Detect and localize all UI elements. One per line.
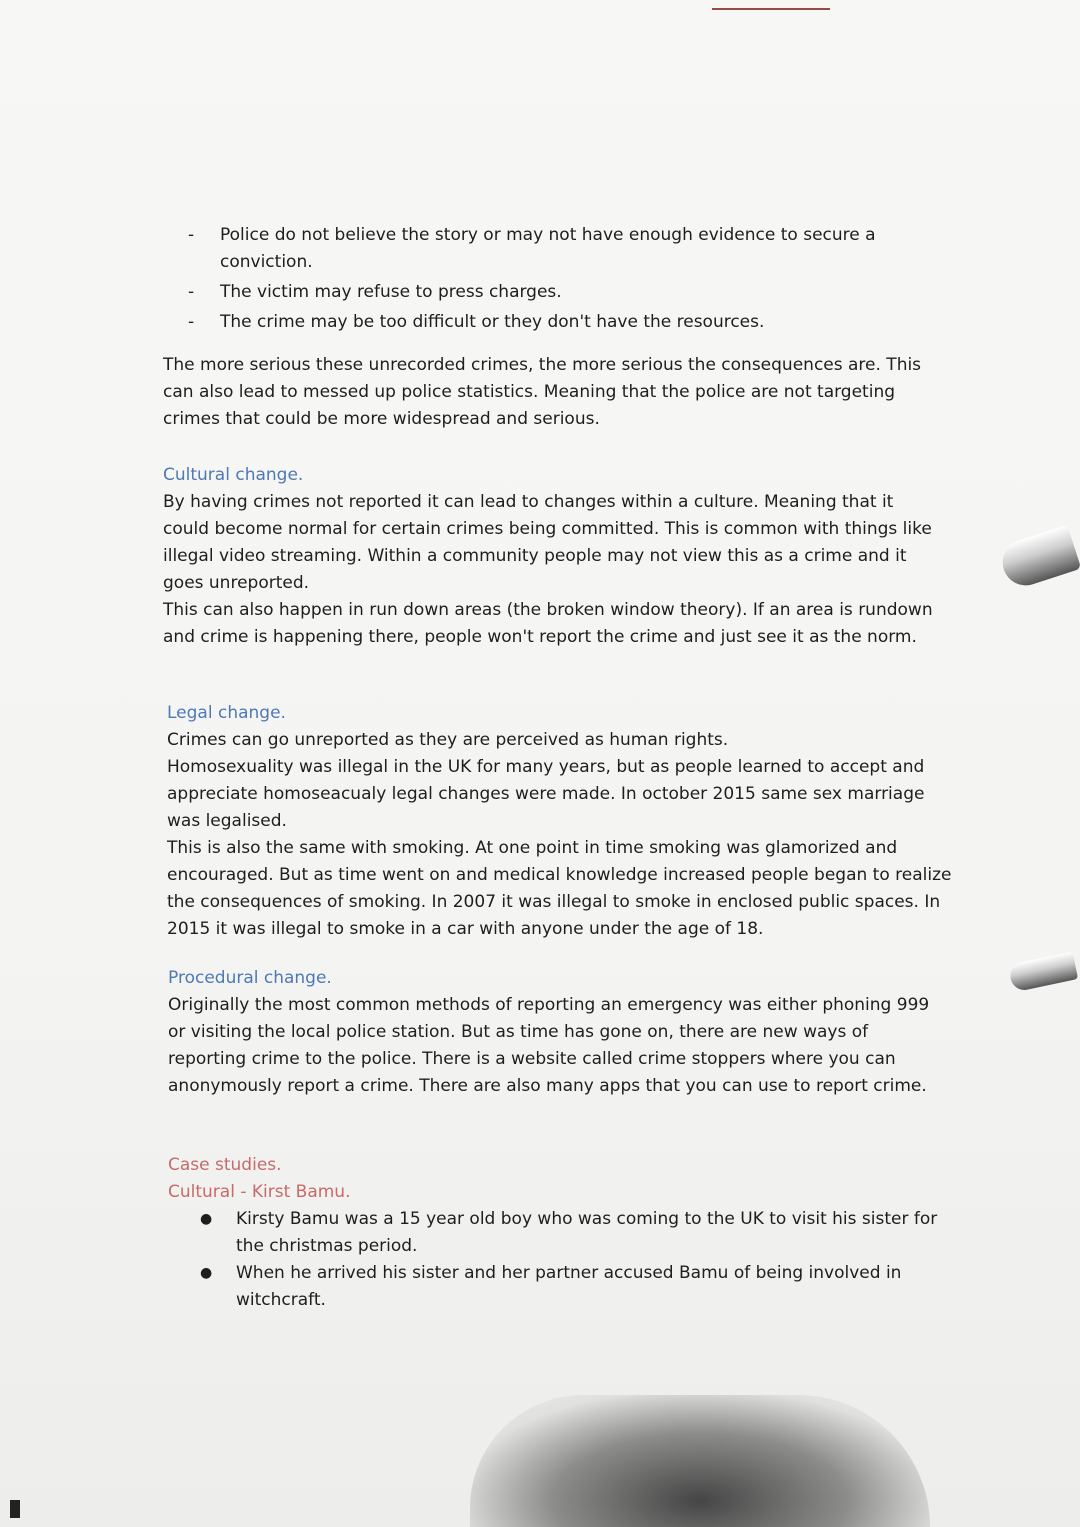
list-item (200, 1260, 958, 1314)
procedural-change-heading: Procedural change. (168, 968, 332, 988)
dash-marker: - (188, 312, 195, 332)
list-item (188, 309, 918, 336)
bullet-text: The crime may be too difficult or they don't have the resources. (220, 312, 765, 332)
dash-marker: - (188, 225, 195, 245)
bullet-text: Kirsty Bamu was a 15 year old boy who was coming to the UK to visit his sister for the christmas period. (236, 1209, 938, 1256)
legal-change-section (167, 700, 957, 943)
list-item (188, 279, 918, 306)
list-item (200, 1206, 958, 1260)
bullet-text: When he arrived his sister and her partner accused Bamu of being involved in witchcraft. (236, 1263, 902, 1310)
bullet-text: Police do not believe the story or may not have enough evidence to secure a conviction. (220, 225, 876, 272)
cultural-paragraph-1: By having crimes not reported it can lead to changes within a culture. Meaning that it could become normal for certain crimes being committed. This is common with things like illegal video streaming. Within a community people may not view this as a crime and it goes unreported. (163, 492, 932, 593)
case-studies-heading: Case studies. (168, 1155, 282, 1175)
procedural-change-section (168, 965, 948, 1100)
case-study-bullet-list (200, 1206, 958, 1314)
procedural-paragraph: Originally the most common methods of reporting an emergency was either phoning 999 or visiting the local police station. But as time has gone on, there are new ways of reporting crime to the police. There is a website called crime stoppers where you can anonymously report a crime. There are also many apps that you can use to report crime. (168, 995, 930, 1096)
list-item (188, 222, 918, 276)
dash-marker: - (188, 282, 195, 302)
bullet-dot: ● (200, 1265, 213, 1281)
consequences-section (163, 352, 948, 433)
intro-bullet-list (188, 222, 918, 339)
legal-paragraph-2: Homosexuality was illegal in the UK for many years, but as people learned to accept and appreciate homoseacualy legal changes were made. In october 2015 same sex marriage was legalised. (167, 757, 925, 831)
case-studies-section (168, 1152, 958, 1314)
legal-change-heading: Legal change. (167, 703, 286, 723)
legal-paragraph-1: Crimes can go unreported as they are perceived as human rights. (167, 730, 729, 750)
case-study-subheading: Cultural - Kirst Bamu. (168, 1182, 351, 1202)
consequences-paragraph: The more serious these unrecorded crimes, the more serious the consequences are. This can also lead to messed up police statistics. Meaning that the police are not targeting crimes that could be more widespread and serious. (163, 355, 922, 429)
cultural-change-section (163, 462, 943, 651)
bullet-dot: ● (200, 1211, 213, 1227)
bullet-text: The victim may refuse to press charges. (220, 282, 562, 302)
legal-paragraph-3: This is also the same with smoking. At one point in time smoking was glamorized and encouraged. But as time went on and medical knowledge increased people began to realize the consequences of smoking. In 2007 it was illegal to smoke in enclosed public spaces. In 2015 it was illegal to smoke in a car with anyone under the age of 18. (167, 838, 952, 939)
cultural-paragraph-2: This can also happen in run down areas (the broken window theory). If an area is rundown and crime is happening there, people won't report the crime and just see it as the norm. (163, 600, 933, 647)
cultural-change-heading: Cultural change. (163, 465, 304, 485)
